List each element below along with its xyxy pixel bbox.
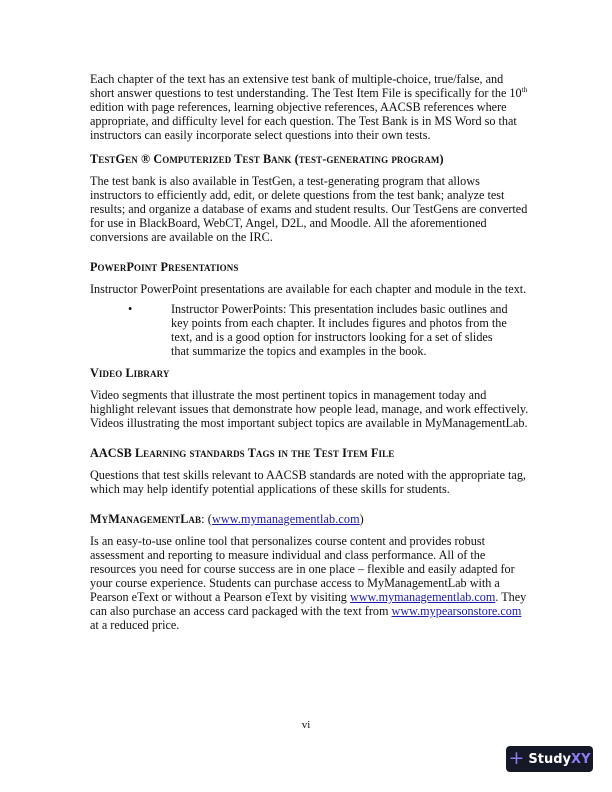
mymanagementlab-heading bbox=[90, 512, 530, 526]
mypearsonstore-link[interactable]: www.mypearsonstore.com bbox=[391, 604, 522, 618]
page-number: vi bbox=[301, 719, 311, 731]
testgen-heading: TestGen ® Computerized Test Bank (test-generating program) bbox=[90, 152, 444, 166]
video-library-paragraph: Video segments that illustrate the most pertinent topics in management today and highlight relevant issues that demonstrate how people lead, manage, and work effectively. Videos illustrating the most important subject topics are available in MyManagementLab. bbox=[90, 388, 529, 430]
mml-heading-text: MyManagementLab bbox=[90, 512, 202, 526]
aacsb-heading: AACSB Learning standards Tags in the Test Item File bbox=[90, 446, 395, 460]
powerpoint-heading: PowerPoint Presentations bbox=[90, 260, 239, 274]
mml-body-1: Is an easy-to-use online tool that personalizes course content and provides robust assessment and reporting to measure individual and class performance. All of the resources you need for course success are in one place – flexible and easily adapted for your course experience. Students can purchase access to MyManagementLab with a Pearson eText or without a Pearson eText by visiting bbox=[90, 534, 515, 604]
brand-main: Study bbox=[528, 751, 572, 767]
mymanagementlab-paragraph bbox=[90, 534, 530, 632]
mml-heading-paren-close: ) bbox=[359, 512, 364, 526]
plus-icon: + bbox=[508, 746, 525, 769]
aacsb-paragraph: Questions that test skills relevant to AACSB standards are noted with the appropriate tag, which may help identify potential applications of these skills for students. bbox=[90, 468, 526, 496]
ordinal-superscript: th bbox=[521, 84, 528, 94]
studyxy-watermark-badge[interactable] bbox=[506, 746, 593, 772]
mml-body-3: at a reduced price. bbox=[90, 618, 180, 632]
list-item bbox=[90, 302, 530, 358]
bullet-text: Instructor PowerPoints: This presentation includes basic outlines and key points from each chapter. It includes figures and photos from the text, and is a good option for instructors looking for a set of slides that summarize the topics and examples in the book. bbox=[171, 302, 508, 358]
powerpoint-paragraph: Instructor PowerPoint presentations are available for each chapter and module in the text. bbox=[90, 282, 527, 296]
intro-text-1: Each chapter of the text has an extensive test bank of multiple-choice, true/false, and short answer questions to test understanding. The Test Item File is specifically for the 10 bbox=[90, 72, 522, 100]
document-page bbox=[90, 72, 530, 642]
brand-accent: XY bbox=[571, 751, 591, 767]
intro-text-2: edition with page references, learning objective references, AACSB references where appropriate, and difficulty level for each question. The Test Bank is in MS Word so that instructors can easily incorporate select questions into their own tests. bbox=[90, 100, 517, 142]
bullet-icon: • bbox=[128, 302, 133, 316]
testgen-paragraph: The test bank is also available in TestGen, a test-generating program that allows instructors to efficiently add, edit, or delete questions from the test bank; analyze test results; and organize a database of exams and student results. Our TestGens are converted for use in BlackBoard, WebCT, Angel, D2L, and Moodle. All the aforementioned conversions are available on the IRC. bbox=[90, 174, 528, 244]
mml-heading-paren-open: : ( bbox=[201, 512, 212, 526]
brand-name bbox=[528, 752, 590, 767]
intro-paragraph bbox=[90, 72, 530, 142]
mymanagementlab-link-heading[interactable]: www.mymanagementlab.com bbox=[211, 512, 360, 526]
video-library-heading: Video Library bbox=[90, 366, 170, 380]
mml-body-2: . They can also purchase an access card packaged with the text from bbox=[90, 590, 527, 618]
mymanagementlab-link[interactable]: www.mymanagementlab.com bbox=[349, 590, 496, 604]
